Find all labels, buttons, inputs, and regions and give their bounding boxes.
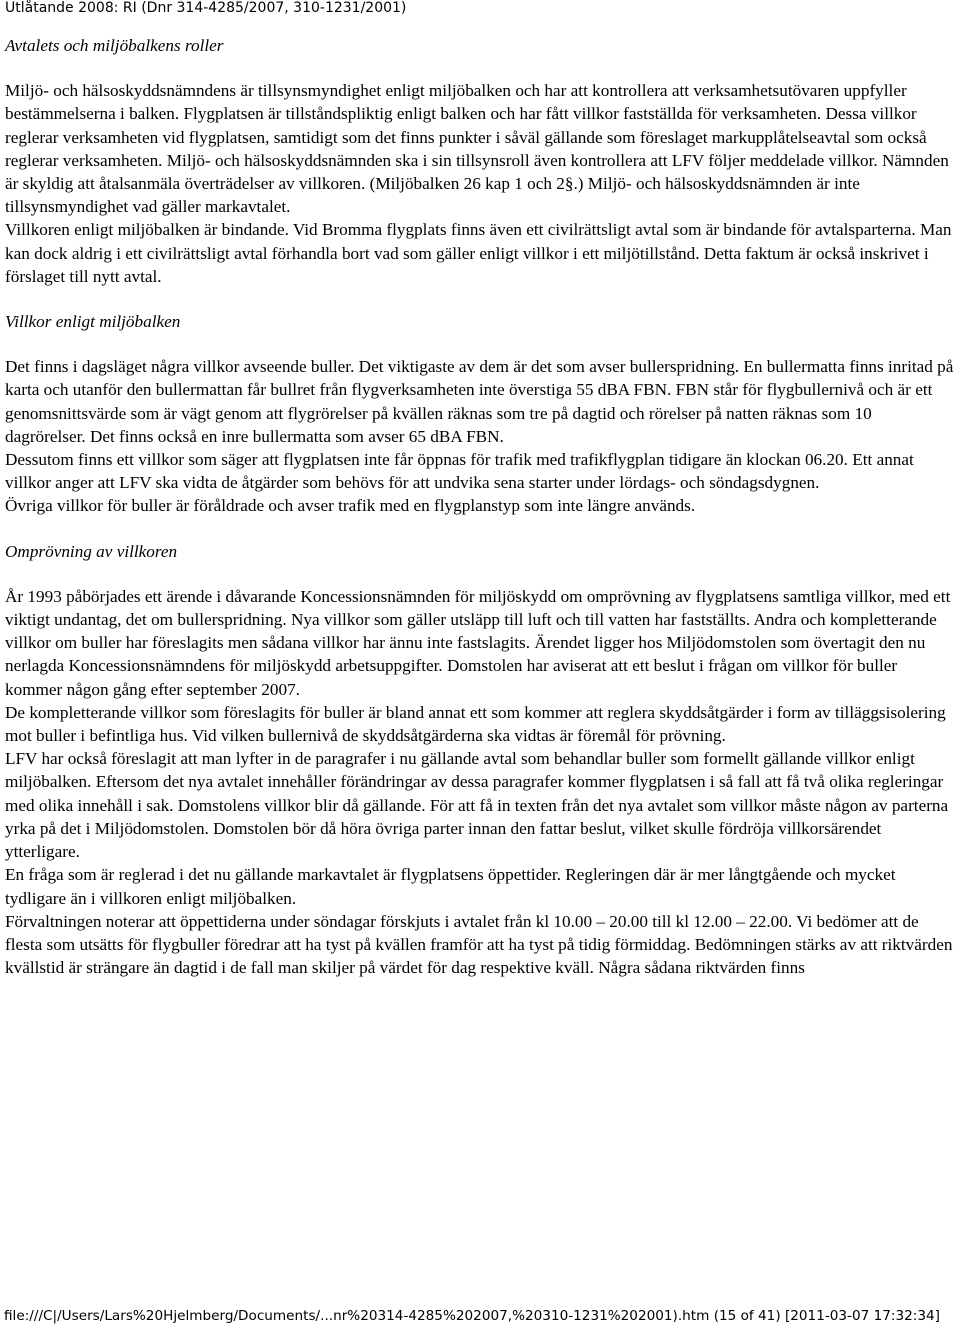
paragraph: Villkoren enligt miljöbalken är bindande. Vid Bromma flygplats finns även ett civilrättsligt avtal som är bindande för avtalsparterna. Man kan dock aldrig i ett civilrättsligt avtal förhandla bort vad som gäller enligt villkor i ett miljötillstånd. Detta faktum är också inskrivet i förslaget till nytt avtal. bbox=[5, 220, 952, 286]
document-header-title: Utlåtande 2008: RI (Dnr 314-4285/2007, 310-1231/2001) bbox=[5, 0, 407, 16]
paragraph: Övriga villkor för buller är föråldrade och avser trafik med en flygplanstyp som inte längre används. bbox=[5, 496, 696, 516]
paragraph: De kompletterande villkor som föreslagits för buller är bland annat ett som kommer att reglera skyddsåtgärder i form av tilläggsisolering mot buller i befintliga hus. Vid vilken bullernivå de skyddsåtgärderna ska vidtas är föremål för prövning. bbox=[5, 702, 946, 746]
section-heading-review: Omprövning av villkoren bbox=[5, 541, 178, 561]
paragraph: LFV har också föreslagit att man lyfter in de paragrafer i nu gällande avtal som behandlar buller som formellt gällande villkor enligt miljöbalken. Eftersom det nya avtalet innehåller förändringar av dessa paragrafer kommer flygplatsen i så fall att få två olika regleringar med olika innehåll i sak. Domstolens villkor blir då gällande. För att få in texten från det nya avtalet som villkor måste någon av parterna yrka på det i Miljödomstolen. Domstolen bör då höra övriga parter innan den fattar beslut, vilket skulle fördröja villkorsärendet ytterligare. bbox=[5, 749, 949, 862]
document-body bbox=[5, 34, 955, 979]
paragraph: År 1993 påbörjades ett ärende i dåvarande Koncessionsnämnden för miljöskydd om omprövning av flygplatsens samtliga villkor, med ett viktigt undantag, det om bullerspridning. Nya villkor som gäller utsläpp till luft och till vatten har fastställts. Andra och kompletterande villkor om buller har föreslagits men sådana villkor har ännu inte fastslagits. Ärendet ligger hos Miljödomstolen som övertagit den nu nerlagda Koncessionsnämndens för miljöskydd arbetsuppgifter. Domstolen har aviserat att ett beslut i frågan om villkor för buller kommer någon gång efter september 2007. bbox=[5, 586, 951, 699]
paragraph: Miljö- och hälsoskyddsnämndens är tillsynsmyndighet enligt miljöbalken och har att kontrollera att verksamhetsutövaren uppfyller bestämmelserna i balken. Flygplatsen är tillståndspliktig enligt balken och har fått villkor fastställda för verksamheten. Dessa villkor reglerar verksamheten vid flygplatsen, samtidigt som det finns punkter i såväl gällande som föreslaget markupplåtelseavtal som också reglerar verksamheten. Miljö- och hälsoskyddsnämnden ska i sin tillsynsroll även kontrollera att LFV följer meddelade villkor. Nämnden är skyldig att åtalsanmäla överträdelser av villkoren. (Miljöbalken 26 kap 1 och 2§.) Miljö- och hälsoskyddsnämnden är inte tillsynsmyndighet vad gäller markavtalet. bbox=[5, 81, 949, 217]
paragraph: Dessutom finns ett villkor som säger att flygplatsen inte får öppnas för trafik med trafikflygplan tidigare än klockan 06.20. Ett annat villkor anger att LFV ska vidta de åtgärder som behövs för att undvika sena starter under lördags- och söndagsdygnen. bbox=[5, 450, 914, 493]
section-heading-conditions: Villkor enligt miljöbalken bbox=[5, 312, 181, 332]
paragraph: En fråga som är reglerad i det nu gällande markavtalet är flygplatsens öppettider. Regleringen där är mer långtgående och mycket tydligare än i villkoren enligt miljöbalken. bbox=[5, 865, 896, 908]
paragraph: Det finns i dagsläget några villkor avseende buller. Det viktigaste av dem är det som avser bullerspridning. En bullermatta finns inritad på karta och utanför den bullermattan får bullret från flygverksamheten inte överstiga 55 dBA FBN. FBN står för flygbullernivå och är ett genomsnittsvärde som är vägt genom att flygrörelser på kvällen räknas som tre på dagtid och rörelser på natten räknas som 10 dagrörelser. Det finns också en inre bullermatta som avser 65 dBA FBN. bbox=[5, 357, 954, 446]
section-heading-roles: Avtalets och miljöbalkens roller bbox=[5, 36, 224, 55]
file-path-footer: file:///C|/Users/Lars%20Hjelmberg/Documents/...nr%20314-4285%202007,%20310-1231%202001).htm (15 of 41) [2011-03-07 17:32:34] bbox=[4, 1308, 940, 1324]
paragraph: Förvaltningen noterar att öppettiderna under söndagar förskjuts i avtalet från kl 10.00 – 20.00 till kl 12.00 – 22.00. Vi bedömer att de flesta som utsätts för flygbuller föredrar att ha tyst på kvällen framför att ha tyst på tidig förmiddag. Bedömningen stärks av att riktvärden kvällstid är strängare än dagtid i de fall man skiljer på värdet för dag respektive kväll. Några sådana riktvärden finns bbox=[5, 911, 953, 978]
